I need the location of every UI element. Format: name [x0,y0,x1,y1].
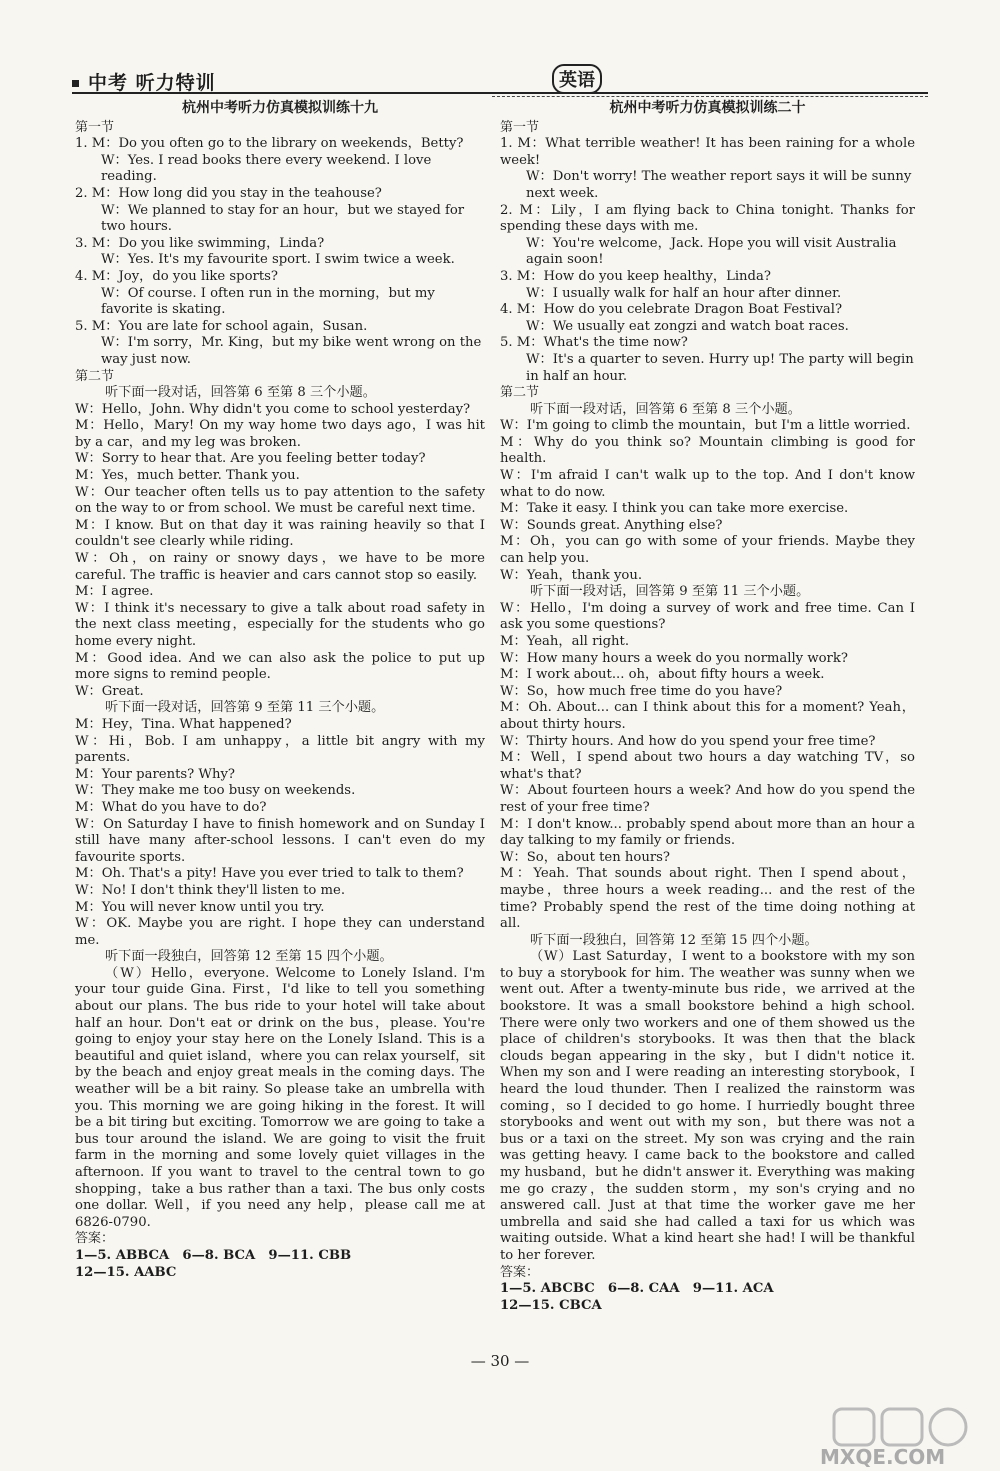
text-line: 4. M：How do you celebrate Dragon Boat Festival? [500,302,843,318]
text-line: M：Yes，much better. Thank you. [75,468,300,484]
text-line: W：We planned to stay for an hour，but we stayed for two hours. [101,202,465,235]
header-bullet [72,80,79,87]
text-line: 第一节 [75,119,115,135]
text-line: 2. M：How long did you stay in the teahouse? [75,185,382,201]
text-line: W：It's a quarter to seven. Hurry up! The party will begin in half an hour. [526,351,914,384]
text-line: W：So，about ten hours? [500,849,670,865]
text-line: M：Hey，Tina. What happened? [75,716,292,732]
text-line: W：I usually walk for half an hour after dinner. [526,285,842,301]
text-line: 5. M：You are late for school again，Susan. [75,318,368,334]
text-line: M：Oh. That's a pity! Have you ever tried to talk to them? [75,866,464,882]
text-line: M：Take it easy. I think you can take more exercise. [500,501,849,517]
text-line: M：Oh. About... can I think about this for a moment? Yeah，about thirty hours. [500,700,915,732]
text-line: M：Good idea. And we can also ask the police to put up more signs to remind people. [75,650,485,683]
text-line: W：Hello，John. Why didn't you come to school yesterday? [75,401,471,417]
subject-badge: 英语 [552,64,602,94]
text-line: M：You will never know until you try. [75,899,325,915]
text-line: M：Your parents? Why? [75,766,235,782]
text-line: 5. M：What's the time now? [500,335,688,351]
left-column-body [75,120,485,1282]
text-line: W：Great. [75,683,144,699]
text-line: M：What do you have to do? [75,799,267,815]
text-line: W：Thirty hours. And how do you spend your free time? [500,733,876,749]
text-line: W：OK. Maybe you are right. I hope they can understand me. [75,916,485,948]
text-line: 听下面一段对话，回答第 9 至第 11 三个小题。 [530,584,810,600]
text-line: W：Our teacher often tells us to pay attention to the safety on the way to or from school. We must be careful next time. [75,484,485,517]
text-line: W：I'm sorry，Mr. King，but my bike went wrong on the way just now. [101,335,482,367]
text-line: M：Why do you think so? Mountain climbing is good for health. [500,434,915,467]
text-line: 3. M：How do you keep healthy，Linda? [500,268,771,284]
text-line: W：Yes. I read books there every weekend. I love reading. [101,152,432,185]
text-line: 答案： [75,1231,115,1247]
text-line: 听下面一段对话，回答第 6 至第 8 三个小题。 [530,401,801,417]
text-line: W：I think it's necessary to give a talk about road safety in the next class meeting，especially for the students who go home every night. [75,600,485,649]
header-dashed-rule [492,96,928,97]
text-line: W：I'm afraid I can't walk up to the top. And I don't know what to do now. [500,468,915,500]
text-line: 答案： [500,1264,540,1280]
text-line: 3. M：Do you like swimming，Linda? [75,235,325,251]
text-line: 1. M：Do you often go to the library on weekends，Betty? [75,136,464,152]
text-line: 12—15. CBCA [500,1297,602,1313]
text-line: W：About fourteen hours a week? And how do you spend the rest of your free time? [500,783,915,815]
text-line: W：So，how much free time do you have? [500,683,783,699]
text-line: M：Yeah. That sounds about right. Then I spend about，maybe，three hours a week reading... and the rest of the time? Probably spend the rest of the time doing nothing at all. [500,866,915,932]
text-line: 听下面一段对话，回答第 6 至第 8 三个小题。 [105,385,376,401]
text-line: W：No! I don't think they'll listen to me. [75,882,346,898]
watermark-text: MXQE.COM [820,1445,946,1469]
text-line: 12—15. AABC [75,1264,177,1280]
page-header [72,64,928,94]
text-line: M：Hello，Mary! On my way home two days ago，I was hit by a car，and my leg was broken. [75,418,485,450]
text-line: W：I'm going to climb the mountain，but I'm a little worried. [500,418,911,434]
text-line: M：I know. But on that day it was raining heavily so that I couldn't see clearly while riding. [75,517,485,550]
text-line: 1. M：What terrible weather! It has been raining for a whole week! [500,136,915,168]
text-line: 听下面一段独白，回答第 12 至第 15 四个小题。 [105,949,393,965]
text-line: M：I don't know... probably spend about more than an hour a day talking to my family or friends. [500,816,915,849]
text-line: W：Of course. I often run in the morning，but my favorite is skating. [101,285,435,318]
text-line: 1—5. ABBCA 6—8. BCA 9—11. CBB [75,1247,352,1263]
text-line: 2. M：Lily，I am flying back to China tonight. Thanks for spending these days with me. [500,202,915,235]
right-column-title: 杭州中考听力仿真模拟训练二十 [609,100,806,116]
text-line: W：Sounds great. Anything else? [500,517,723,533]
text-line: M：Yeah，all right. [500,634,630,649]
text-line: W：We usually eat zongzi and watch boat races. [526,318,849,334]
text-line: W：Don't worry! The weather report says it will be sunny next week. [526,169,912,201]
text-line: 4. M：Joy，do you like sports? [75,268,278,284]
text-line: 1—5. ABCBC 6—8. CAA 9—11. ACA [500,1281,774,1297]
text-line: M：I work about... oh，about fifty hours a week. [500,667,825,683]
text-line: W：Oh，on rainy or snowy days，we have to be more careful. The traffic is heavier and cars cannot stop so easily. [75,551,485,583]
right-column-body [500,120,915,1315]
header-title: 中考 听力特训 [88,72,216,94]
text-line: （W）Last Saturday，I went to a bookstore with my son to buy a storybook for him. The weather was sunny when we went out. After a twenty-minute bus ride，we arrived at the bookstore. It was a small bookstore behind a high school. There were only two workers and one of them showed us the place of children's storybooks. It was then that the black clouds began appearing in the sky，but I didn't notice it. When my son and I were reading an interesting storybook，I heard the loud thunder. Then I realized the rainstorm was coming，so I decided to go home. I hurriedly bought three storybooks and went out with my son，but there was not a bus or a taxi on the street. My son was crying and the rain was getting heavy. I came back to the bookstore and called my husband，but he didn't answer it. Everything was making me go crazy，the sudden storm，my son's crying and no answered call. Just at that time the worker gave me her umbrella and said she had called a taxi for us which was waiting outside. What a kind heart she had! I will be thankful to her forever. [500,949,915,1263]
text-line: W：Hi，Bob. I am unhappy，a little bit angry with my parents. [75,733,485,766]
text-line: W：Yeah，thank you. [500,567,643,583]
text-line: M：Oh，you can go with some of your friends. Maybe they can help you. [500,534,915,567]
text-line: W：How many hours a week do you normally work? [500,650,848,666]
text-line: W：Yes. It's my favourite sport. I swim twice a week. [101,252,455,268]
text-line: M：Well，I spend about two hours a day watching TV，so what's that? [500,750,915,782]
text-line: W：Sorry to hear that. Are you feeling better today? [75,451,426,467]
left-column-title: 杭州中考听力仿真模拟训练十九 [182,100,378,116]
text-line: 第二节 [75,368,115,384]
text-line: 听下面一段独白，回答第 12 至第 15 四个小题。 [530,932,818,948]
text-line: W：On Saturday I have to finish homework and on Sunday I still have many after-school lessons. I can't even do my favourite sports. [75,816,485,865]
text-line: 第一节 [500,119,540,135]
text-line: 第二节 [500,385,540,401]
text-line: M：I agree. [75,584,154,600]
text-line: W：You're welcome，Jack. Hope you will visit Australia again soon! [526,235,897,268]
left-column [75,100,485,1281]
text-line: （W）Hello，everyone. Welcome to Lonely Island. I'm your tour guide Gina. First，I'd like to tell you something about our plans. The bus ride to your hotel will take about half an hour. Don't eat or drink on the bus，please. You're going to enjoy your stay here on the Lonely Island. This is a beautiful and quiet island，where you can relax yourself，sit by the beach and enjoy great meals in the coming days. The weather will be a bit rainy. So please take an umbrella with you. This morning we are going hiking in the forest. It will be a bit tiring but exciting. Tomorrow we are going to take a bus tour around the island. We are going to visit the fruit farm in the morning and some lovely quiet villages in the afternoon. If you want to travel to the central town to go shopping，take a bus rather than a taxi. The bus only costs one dollar. Well，if you need any help，please call me at 6826-0790. [75,965,485,1230]
text-line: W：They make me too busy on weekends. [75,783,356,799]
page-number: — 30 — [470,1352,530,1370]
header-rule [72,92,928,94]
text-line: 听下面一段对话，回答第 9 至第 11 三个小题。 [105,700,385,716]
right-column [500,100,915,1314]
text-line: W：Hello，I'm doing a survey of work and free time. Can I ask you some questions? [500,600,915,633]
